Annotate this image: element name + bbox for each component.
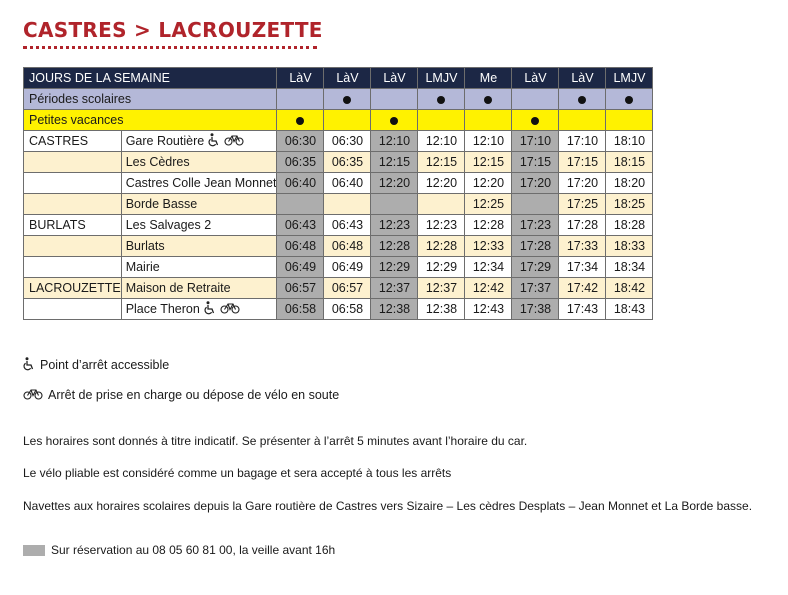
stop-row bbox=[24, 131, 653, 152]
time-cell: 06:48 bbox=[324, 236, 371, 257]
time-cell: 17:15 bbox=[559, 152, 606, 173]
town-cell: CASTRES bbox=[24, 131, 122, 152]
time-cell: 06:40 bbox=[277, 173, 324, 194]
time-cell: 12:29 bbox=[418, 257, 465, 278]
time-cell bbox=[418, 194, 465, 215]
period-cell bbox=[465, 89, 512, 110]
time-cell: 17:28 bbox=[512, 236, 559, 257]
column-header: LàV bbox=[512, 68, 559, 89]
stop-cell bbox=[121, 152, 277, 173]
time-cell bbox=[324, 194, 371, 215]
time-cell: 12:20 bbox=[418, 173, 465, 194]
time-cell: 12:38 bbox=[418, 299, 465, 320]
time-cell: 17:37 bbox=[512, 278, 559, 299]
period-cell bbox=[418, 110, 465, 131]
period-cell bbox=[371, 110, 418, 131]
legend-bike bbox=[23, 388, 339, 403]
time-cell: 06:58 bbox=[277, 299, 324, 320]
title-underline bbox=[23, 46, 317, 49]
period-cell bbox=[371, 89, 418, 110]
period-cell bbox=[324, 89, 371, 110]
time-cell: 17:20 bbox=[512, 173, 559, 194]
time-cell: 06:58 bbox=[324, 299, 371, 320]
time-cell: 12:28 bbox=[371, 236, 418, 257]
column-header: LMJV bbox=[418, 68, 465, 89]
time-cell: 18:42 bbox=[606, 278, 653, 299]
stop-row bbox=[24, 215, 653, 236]
town-cell bbox=[24, 299, 122, 320]
time-cell: 17:15 bbox=[512, 152, 559, 173]
time-cell: 18:10 bbox=[606, 131, 653, 152]
period-cell bbox=[512, 110, 559, 131]
time-cell: 06:30 bbox=[324, 131, 371, 152]
time-cell: 12:42 bbox=[465, 278, 512, 299]
column-header: LàV bbox=[324, 68, 371, 89]
town-cell bbox=[24, 173, 122, 194]
time-cell: 17:42 bbox=[559, 278, 606, 299]
period-dot bbox=[578, 96, 586, 104]
legend-bike-text: Arrêt de prise en charge ou dépose de vélo en soute bbox=[48, 388, 340, 402]
town-cell: LACROUZETTE bbox=[24, 278, 122, 299]
stop-name: Castres Colle Jean Monnet bbox=[125, 176, 277, 190]
time-cell: 17:34 bbox=[559, 257, 606, 278]
stop-row bbox=[24, 257, 653, 278]
time-cell: 17:10 bbox=[512, 131, 559, 152]
period-dot bbox=[437, 96, 445, 104]
timetable bbox=[23, 67, 653, 320]
column-header: LàV bbox=[371, 68, 418, 89]
column-header: LàV bbox=[559, 68, 606, 89]
time-cell: 06:49 bbox=[277, 257, 324, 278]
period-label: Périodes scolaires bbox=[24, 89, 277, 110]
stop-name: Gare Routière bbox=[125, 133, 205, 148]
time-cell: 12:37 bbox=[418, 278, 465, 299]
time-cell: 18:33 bbox=[606, 236, 653, 257]
header-row bbox=[24, 68, 653, 89]
time-cell: 12:25 bbox=[465, 194, 512, 215]
time-cell: 17:33 bbox=[559, 236, 606, 257]
stop-name: Place Theron bbox=[125, 301, 200, 316]
reservation-swatch bbox=[23, 545, 45, 556]
stop-row bbox=[24, 173, 653, 194]
time-cell: 17:20 bbox=[559, 173, 606, 194]
stop-cell bbox=[121, 215, 277, 236]
page-title: CASTRES > LACROUZETTE bbox=[23, 18, 323, 42]
column-header: Me bbox=[465, 68, 512, 89]
time-cell: 12:37 bbox=[371, 278, 418, 299]
time-cell: 18:43 bbox=[606, 299, 653, 320]
time-cell: 06:43 bbox=[324, 215, 371, 236]
town-cell bbox=[24, 152, 122, 173]
time-cell: 12:15 bbox=[371, 152, 418, 173]
period-dot bbox=[625, 96, 633, 104]
accessible-icon bbox=[208, 133, 220, 150]
time-cell: 17:23 bbox=[512, 215, 559, 236]
time-cell: 06:48 bbox=[277, 236, 324, 257]
note-folding-bike: Le vélo pliable est considéré comme un bagage et sera accepté à tous les arrêts bbox=[23, 466, 452, 480]
period-cell bbox=[512, 89, 559, 110]
bike-icon bbox=[23, 388, 43, 403]
time-cell: 17:25 bbox=[559, 194, 606, 215]
time-cell bbox=[512, 194, 559, 215]
time-cell: 17:43 bbox=[559, 299, 606, 320]
bike-icon bbox=[220, 302, 240, 317]
town-cell bbox=[24, 257, 122, 278]
time-cell: 12:28 bbox=[465, 215, 512, 236]
bike-icon bbox=[224, 134, 244, 149]
period-cell bbox=[559, 89, 606, 110]
time-cell: 12:20 bbox=[371, 173, 418, 194]
time-cell: 06:40 bbox=[324, 173, 371, 194]
stop-cell bbox=[121, 131, 277, 152]
time-cell: 12:10 bbox=[465, 131, 512, 152]
stop-cell bbox=[121, 236, 277, 257]
stop-name: Maison de Retraite bbox=[125, 281, 231, 295]
time-cell: 18:20 bbox=[606, 173, 653, 194]
time-cell: 12:23 bbox=[418, 215, 465, 236]
period-label: Petites vacances bbox=[24, 110, 277, 131]
stop-cell bbox=[121, 278, 277, 299]
accessible-icon bbox=[204, 301, 216, 318]
time-cell bbox=[277, 194, 324, 215]
stop-cell bbox=[121, 257, 277, 278]
time-cell: 06:49 bbox=[324, 257, 371, 278]
town-cell bbox=[24, 194, 122, 215]
time-cell: 17:38 bbox=[512, 299, 559, 320]
note-shuttles: Navettes aux horaires scolaires depuis la Gare routière de Castres vers Sizaire – Les cèdres Desplats – Jean Monnet et La Borde basse. bbox=[23, 499, 753, 513]
stop-cell bbox=[121, 173, 277, 194]
period-dot bbox=[531, 117, 539, 125]
time-cell: 12:43 bbox=[465, 299, 512, 320]
time-cell: 06:57 bbox=[277, 278, 324, 299]
period-cell bbox=[277, 110, 324, 131]
time-cell: 12:15 bbox=[465, 152, 512, 173]
time-cell: 18:34 bbox=[606, 257, 653, 278]
time-cell: 18:25 bbox=[606, 194, 653, 215]
period-cell bbox=[324, 110, 371, 131]
stop-name: Les Cèdres bbox=[125, 155, 190, 169]
time-cell: 12:33 bbox=[465, 236, 512, 257]
stop-cell bbox=[121, 194, 277, 215]
reservation-note-text: Sur réservation au 08 05 60 81 00, la veille avant 16h bbox=[51, 543, 336, 557]
time-cell: 18:28 bbox=[606, 215, 653, 236]
period-dot bbox=[343, 96, 351, 104]
header-label: JOURS DE LA SEMAINE bbox=[24, 68, 277, 89]
time-cell: 12:28 bbox=[418, 236, 465, 257]
period-dot bbox=[296, 117, 304, 125]
time-cell bbox=[371, 194, 418, 215]
period-cell bbox=[418, 89, 465, 110]
time-cell: 12:10 bbox=[371, 131, 418, 152]
period-cell bbox=[559, 110, 606, 131]
time-cell: 18:15 bbox=[606, 152, 653, 173]
time-cell: 17:10 bbox=[559, 131, 606, 152]
holiday-period-row bbox=[24, 110, 653, 131]
stop-row bbox=[24, 194, 653, 215]
time-cell: 06:43 bbox=[277, 215, 324, 236]
time-cell: 12:29 bbox=[371, 257, 418, 278]
time-cell: 12:34 bbox=[465, 257, 512, 278]
legend-accessible bbox=[23, 357, 169, 374]
column-header: LàV bbox=[277, 68, 324, 89]
stop-row bbox=[24, 152, 653, 173]
legend-accessible-text: Point d’arrêt accessible bbox=[40, 357, 170, 372]
column-header: LMJV bbox=[606, 68, 653, 89]
school-period-row bbox=[24, 89, 653, 110]
time-cell: 06:35 bbox=[277, 152, 324, 173]
time-cell: 12:20 bbox=[465, 173, 512, 194]
time-cell: 12:38 bbox=[371, 299, 418, 320]
time-cell: 12:10 bbox=[418, 131, 465, 152]
time-cell: 12:15 bbox=[418, 152, 465, 173]
stop-row bbox=[24, 278, 653, 299]
period-dot bbox=[390, 117, 398, 125]
time-cell: 17:29 bbox=[512, 257, 559, 278]
time-cell: 06:35 bbox=[324, 152, 371, 173]
period-cell bbox=[606, 89, 653, 110]
time-cell: 06:30 bbox=[277, 131, 324, 152]
title-block bbox=[23, 18, 323, 49]
stop-name: Borde Basse bbox=[125, 197, 198, 211]
time-cell: 12:23 bbox=[371, 215, 418, 236]
stop-name: Les Salvages 2 bbox=[125, 218, 212, 232]
stop-row bbox=[24, 299, 653, 320]
period-dot bbox=[484, 96, 492, 104]
period-cell bbox=[606, 110, 653, 131]
period-cell bbox=[277, 89, 324, 110]
reservation-note bbox=[23, 543, 335, 557]
time-cell: 17:28 bbox=[559, 215, 606, 236]
town-cell: BURLATS bbox=[24, 215, 122, 236]
time-cell: 06:57 bbox=[324, 278, 371, 299]
stop-name: Mairie bbox=[125, 260, 160, 274]
note-indicative: Les horaires sont donnés à titre indicatif. Se présenter à l’arrêt 5 minutes avant l’horaire du car. bbox=[23, 434, 528, 448]
town-cell bbox=[24, 236, 122, 257]
stop-row bbox=[24, 236, 653, 257]
period-cell bbox=[465, 110, 512, 131]
accessible-icon bbox=[23, 357, 35, 374]
stop-cell bbox=[121, 299, 277, 320]
stop-name: Burlats bbox=[125, 239, 165, 253]
